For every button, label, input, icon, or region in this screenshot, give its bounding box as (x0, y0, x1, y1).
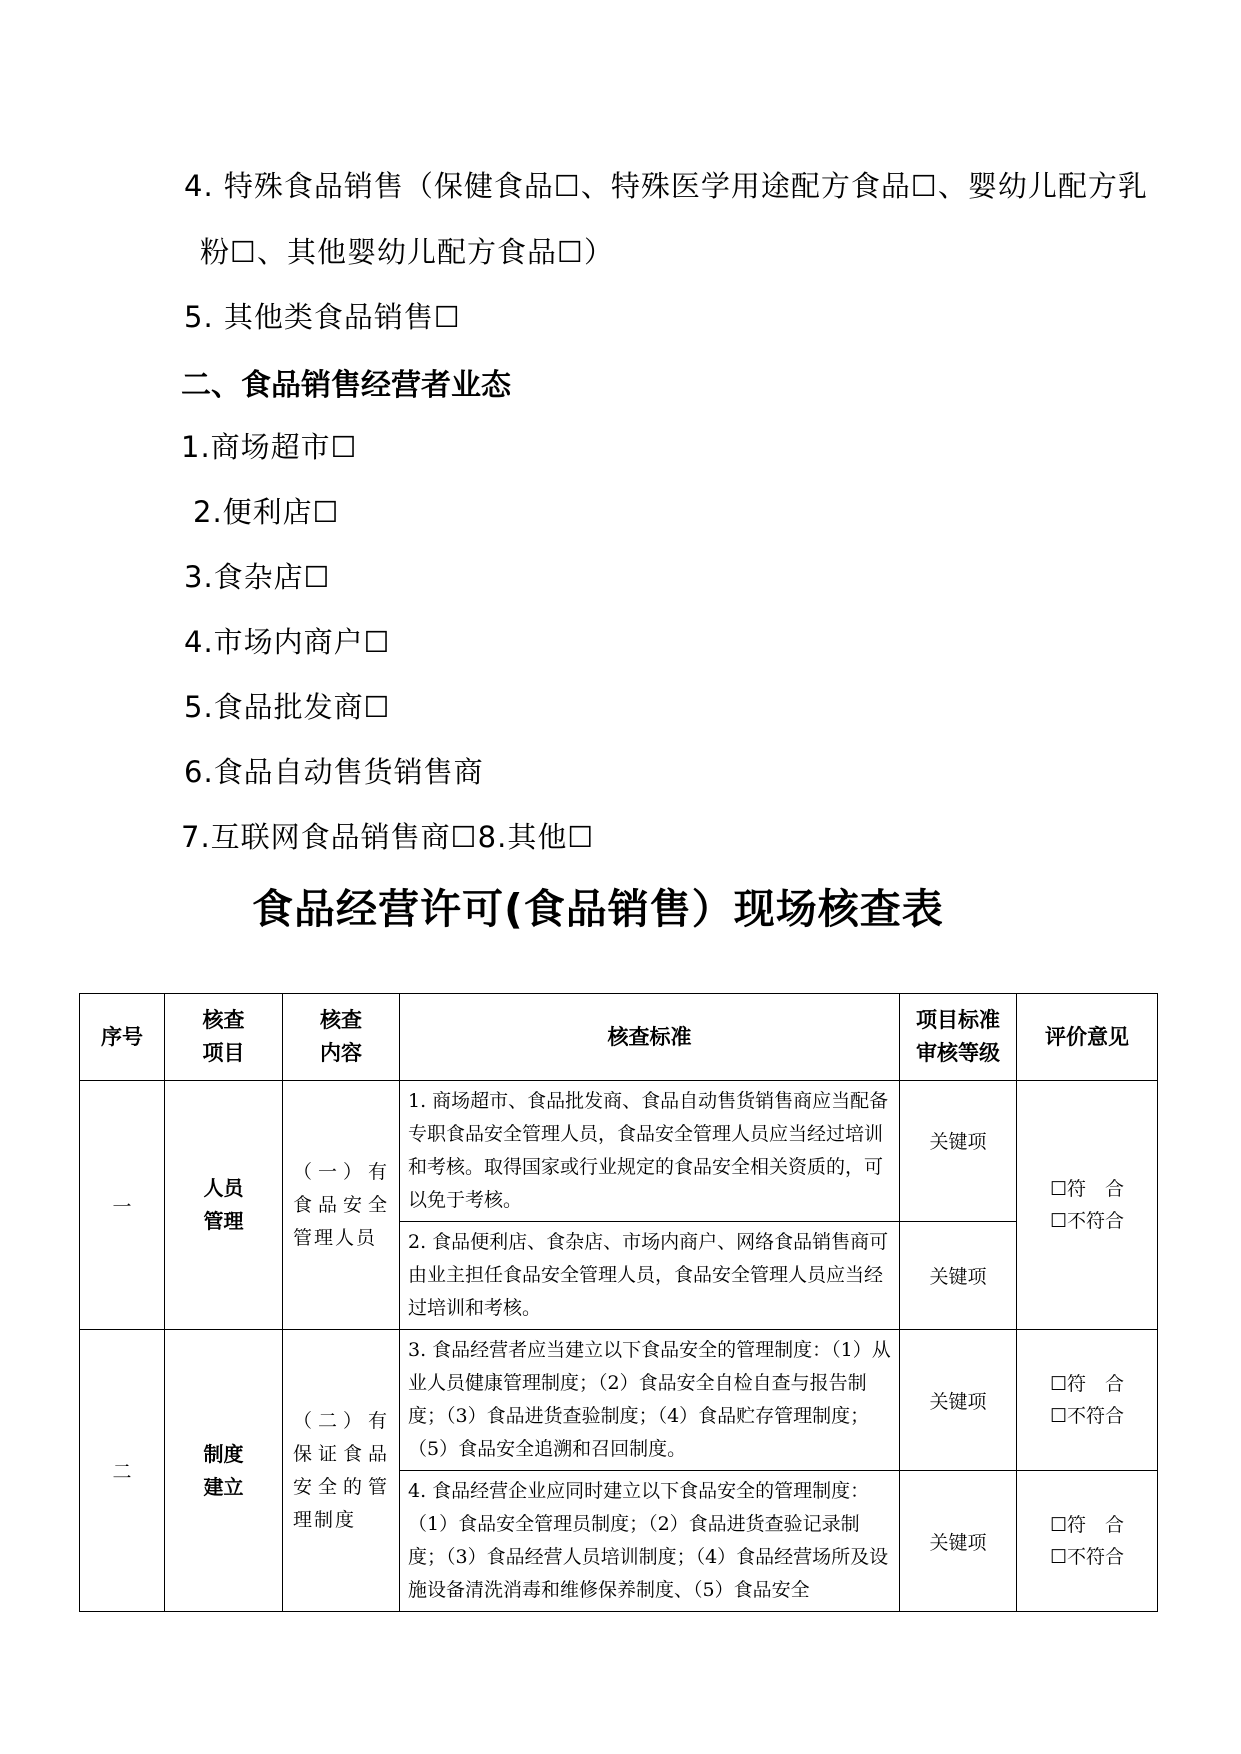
header-content: 核查 内容 (283, 994, 400, 1081)
format-item-4: 4.市场内商户☐ (184, 625, 391, 659)
eval-option-fail[interactable]: ☐不符合 (1049, 1405, 1125, 1427)
header-item: 核查 项目 (165, 994, 283, 1081)
form-title: 食品经营许可(食品销售）现场核查表 (252, 885, 944, 933)
evaluation-cell (1017, 1081, 1158, 1330)
audit-level: 关键项 (900, 1330, 1017, 1471)
check-standard: 1. 商场超市、食品批发商、食品自动售货销售商应当配备专职食品安全管理人员，食品安全管理人员应当经过培训和考核。取得国家或行业规定的食品安全相关资质的，可以免于考核。 (400, 1081, 900, 1222)
audit-level: 关键项 (900, 1081, 1017, 1222)
check-standard: 3. 食品经营者应当建立以下食品安全的管理制度：（1）从业人员健康管理制度；（2）食品安全自检自查与报告制度；（3）食品进货查验制度；（4）食品贮存管理制度；（5）食品安全追溯和召回制度。 (400, 1330, 900, 1471)
format-item-5: 5.食品批发商☐ (184, 690, 391, 724)
section-heading: 二、食品销售经营者业态 (181, 368, 511, 403)
check-standard: 2. 食品便利店、食杂店、市场内商户、网络食品销售商可由业主担任食品安全管理人员，食品安全管理人员应当经过培训和考核。 (400, 1222, 900, 1330)
category-line-1: 4. 特殊食品销售（保健食品☐、特殊医学用途配方食品☐、婴幼儿配方乳 (184, 169, 1148, 203)
check-item: 人员 管理 (165, 1081, 283, 1330)
evaluation-cell (1017, 1330, 1158, 1471)
check-content: （一）有食品安全管理人员 (283, 1081, 400, 1330)
table-row (80, 1081, 1158, 1222)
format-item-2: 2.便利店☐ (193, 495, 340, 529)
table-header-row (80, 994, 1158, 1081)
audit-level: 关键项 (900, 1222, 1017, 1330)
eval-option-pass[interactable]: ☐符 合 (1049, 1178, 1125, 1200)
check-item: 制度 建立 (165, 1330, 283, 1612)
format-item-1: 1.商场超市☐ (181, 430, 358, 464)
evaluation-cell (1017, 1471, 1158, 1612)
eval-option-fail[interactable]: ☐不符合 (1049, 1546, 1125, 1568)
table-row (80, 1330, 1158, 1471)
inspection-table (79, 993, 1158, 1612)
eval-option-pass[interactable]: ☐符 合 (1049, 1373, 1125, 1395)
format-item-6: 6.食品自动售货销售商 (184, 755, 484, 789)
header-standard: 核查标准 (400, 994, 900, 1081)
header-level: 项目标准 审核等级 (900, 994, 1017, 1081)
eval-option-pass[interactable]: ☐符 合 (1049, 1514, 1125, 1536)
check-content: （二）有保证食品安全的管理制度 (283, 1330, 400, 1612)
audit-level: 关键项 (900, 1471, 1017, 1612)
row-number: 一 (80, 1081, 165, 1330)
header-eval: 评价意见 (1017, 994, 1158, 1081)
category-line-2: 粉☐、其他婴幼儿配方食品☐） (200, 235, 614, 269)
format-item-3: 3.食杂店☐ (184, 560, 331, 594)
format-item-7: 7.互联网食品销售商☐8.其他☐ (181, 820, 595, 854)
check-standard: 4. 食品经营企业应同时建立以下食品安全的管理制度：（1）食品安全管理员制度；（2）食品进货查验记录制度；（3）食品经营人员培训制度；（4）食品经营场所及设施设备清洗消毒和维修保养制度、（5）食品安全 (400, 1471, 900, 1612)
eval-option-fail[interactable]: ☐不符合 (1049, 1210, 1125, 1232)
header-no: 序号 (80, 994, 165, 1081)
row-number: 二 (80, 1330, 165, 1612)
category-line-3: 5. 其他类食品销售☐ (184, 300, 461, 334)
